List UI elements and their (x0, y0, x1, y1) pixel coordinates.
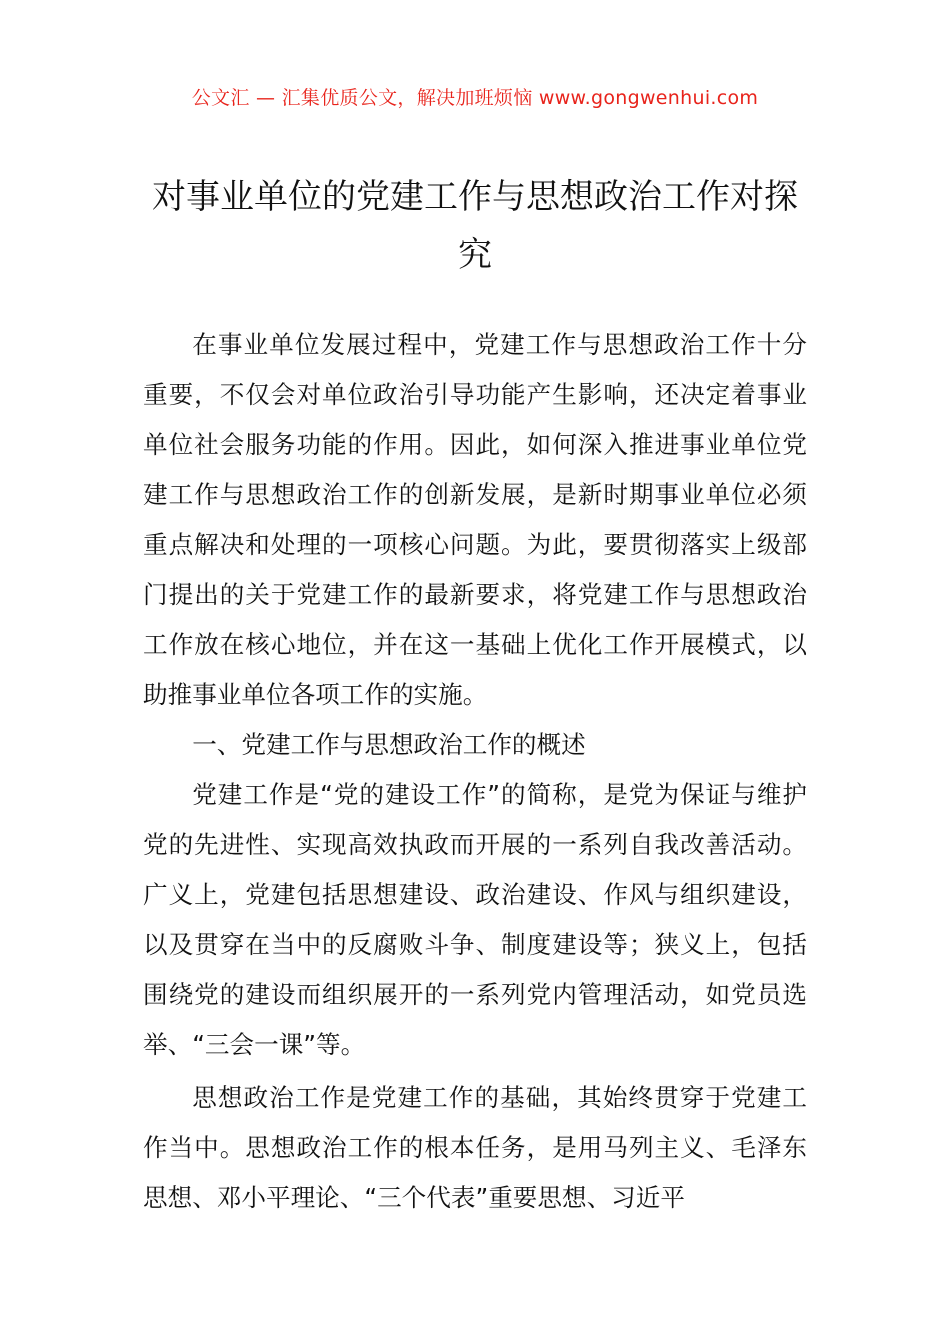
paragraph-party-building: 党建工作是“党的建设工作”的简称，是党为保证与维护党的先进性、实现高效执政而开展的一系列自我改善活动。广义上，党建包括思想建设、政治建设、作风与组织建设，以及贯穿在当中的反腐败斗争、制度建设等；狭义上，包括围绕党的建设而组织展开的一系列党内管理活动，如党员选举、“三会一课”等。 (143, 780, 807, 1059)
section-heading: 一、党建工作与思想政治工作的概述 (192, 730, 586, 759)
paragraph-ideological-work: 思想政治工作是党建工作的基础，其始终贯穿于党建工作当中。思想政治工作的根本任务，是用马列主义、毛泽东思想、邓小平理论、“三个代表”重要思想、习近平 (143, 1083, 807, 1212)
paragraph-intro: 在事业单位发展过程中，党建工作与思想政治工作十分重要，不仅会对单位政治引导功能产生影响，还决定着事业单位社会服务功能的作用。因此，如何深入推进事业单位党建工作与思想政治工作的创新发展，是新时期事业单位必须重点解决和处理的一项核心问题。为此，要贯彻落实上级部门提出的关于党建工作的最新要求，将党建工作与思想政治工作放在核心地位，并在这一基础上优化工作开展模式，以助推事业单位各项工作的实施。 (143, 330, 807, 709)
document-title: 对事业单位的党建工作与思想政治工作对探究 (152, 177, 798, 275)
document-body (143, 320, 807, 1223)
header-banner: 公文汇 — 汇集优质公文，解决加班烦恼 www.gongwenhui.com (191, 87, 759, 109)
